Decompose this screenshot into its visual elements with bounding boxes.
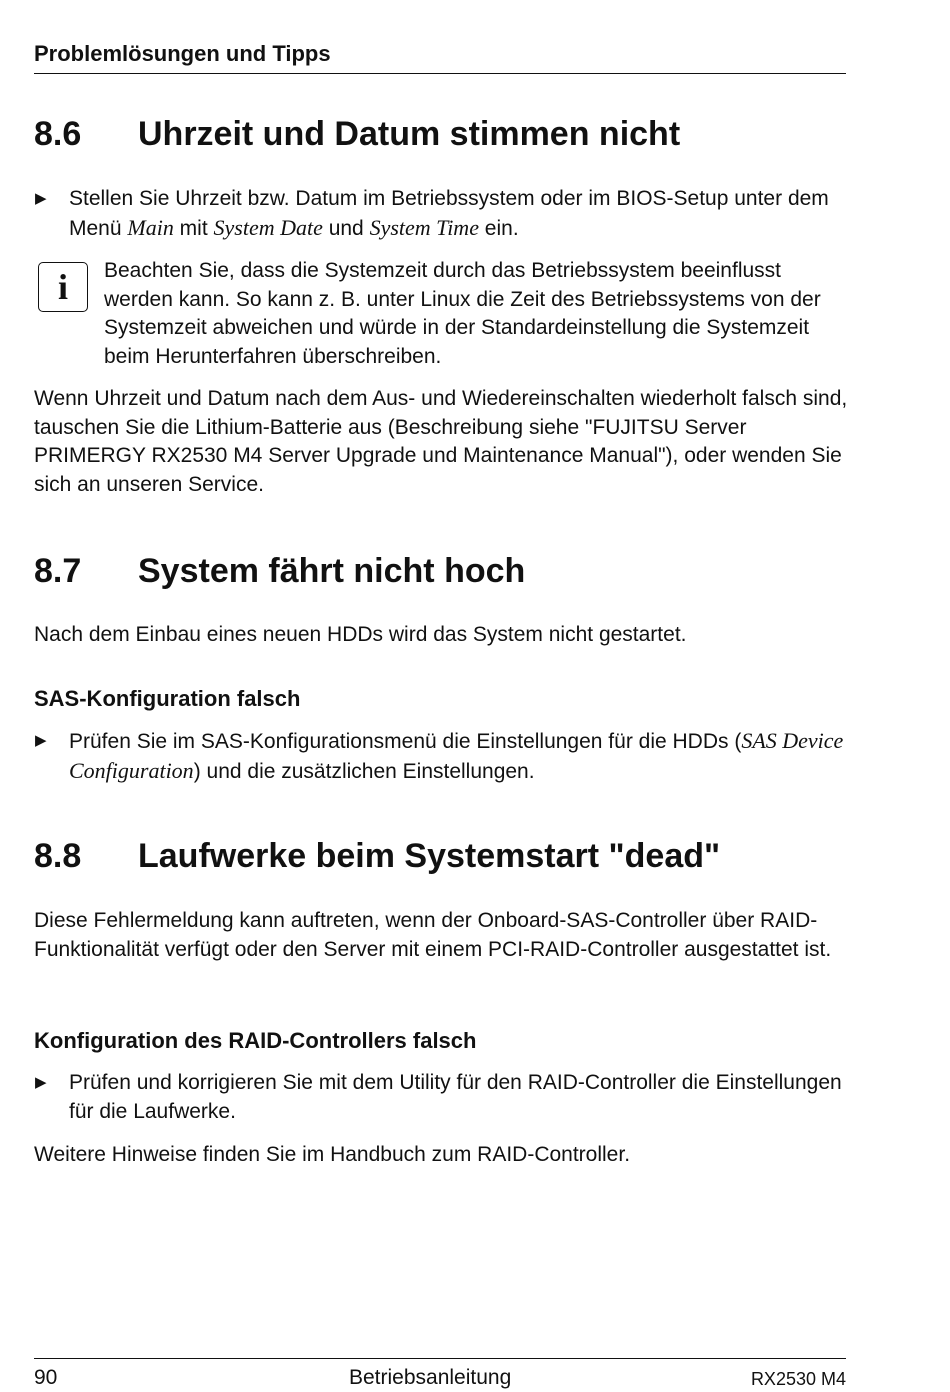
header-rule [34, 73, 846, 74]
page-number: 90 [34, 1366, 58, 1389]
section-title: Laufwerke beim Systemstart "dead" [138, 837, 721, 875]
section-heading-8-7 [34, 551, 525, 591]
subheading-sas: SAS-Konfiguration falsch [34, 686, 301, 711]
footer-rule [34, 1358, 846, 1359]
bullet-text-part: Prüfen Sie im SAS-Konfigurationsmenü die Einstellungen für die HDDs ( [69, 730, 742, 753]
bullet-text-part: mit [173, 216, 214, 240]
section-number: 8.7 [34, 552, 82, 590]
paragraph-hdd: Nach dem Einbau eines neuen HDDs wird das System nicht gestartet. [34, 623, 687, 646]
section-heading-8-6 [34, 114, 680, 154]
section-heading-8-8 [34, 836, 720, 876]
bullet-text-part: Stellen Sie Uhrzeit bzw. Datum im Betriebssystem oder im BIOS-Setup unter dem Menü [69, 187, 829, 240]
bullet-set-time [69, 185, 849, 243]
bullet-triangle-icon: ▶ [35, 190, 47, 207]
running-header: Problemlösungen und Tipps [34, 41, 331, 66]
section-number: 8.8 [34, 837, 82, 875]
bullet-triangle-icon: ▶ [35, 1074, 47, 1091]
menu-name-system-date: System Date [213, 214, 323, 240]
bullet-text-part: ein. [478, 216, 519, 240]
section-title: System fährt nicht hoch [138, 552, 526, 590]
info-note: Beachten Sie, dass die Systemzeit durch das Betriebssystem beeinflusst werden kann. So kann z. B. unter Linux die Zeit des Betriebssystems von der Systemzeit abweichen und würde in der Standardeinstellung die Systemzeit beim Herunterfahren überschreiben. [104, 259, 821, 368]
bullet-sas-check [69, 727, 849, 786]
paragraph-raid-manual: Weitere Hinweise finden Sie im Handbuch zum RAID-Controller. [34, 1143, 631, 1166]
bullet-raid-check: Prüfen und korrigieren Sie mit dem Utility für den RAID-Controller die Einstellungen für die Laufwerke. [69, 1071, 842, 1123]
paragraph-battery: Wenn Uhrzeit und Datum nach dem Aus- und Wiedereinschalten wiederholt falsch sind, tauschen Sie die Lithium-Batterie aus (Beschreibung siehe "FUJITSU Server PRIMERGY RX2530 M4 Server Upgrade und Maintenance Manual"), oder wenden Sie sich an unseren Service. [34, 387, 848, 496]
section-number: 8.6 [34, 115, 82, 153]
paragraph-error-message: Diese Fehlermeldung kann auftreten, wenn der Onboard-SAS-Controller über RAID-Funktionalität verfügt oder den Server mit einem PCI-RAID-Controller ausgestattet ist. [34, 909, 832, 961]
menu-name-system-time: System Time [369, 214, 479, 240]
bullet-text-part: und [322, 216, 370, 240]
subheading-raid: Konfiguration des RAID-Controllers falsch [34, 1028, 477, 1053]
menu-name-main: Main [127, 214, 174, 240]
bullet-text-part: ) und die zusätzlichen Einstellungen. [193, 759, 535, 783]
footer-doc-title: Betriebsanleitung [349, 1366, 512, 1389]
info-i-icon: i [38, 262, 88, 312]
footer-model: RX2530 M4 [750, 1369, 846, 1389]
bullet-triangle-icon: ▶ [35, 732, 47, 749]
menu-name-sas-device-config: SAS Device Configuration [69, 728, 844, 783]
section-title: Uhrzeit und Datum stimmen nicht [138, 115, 681, 153]
